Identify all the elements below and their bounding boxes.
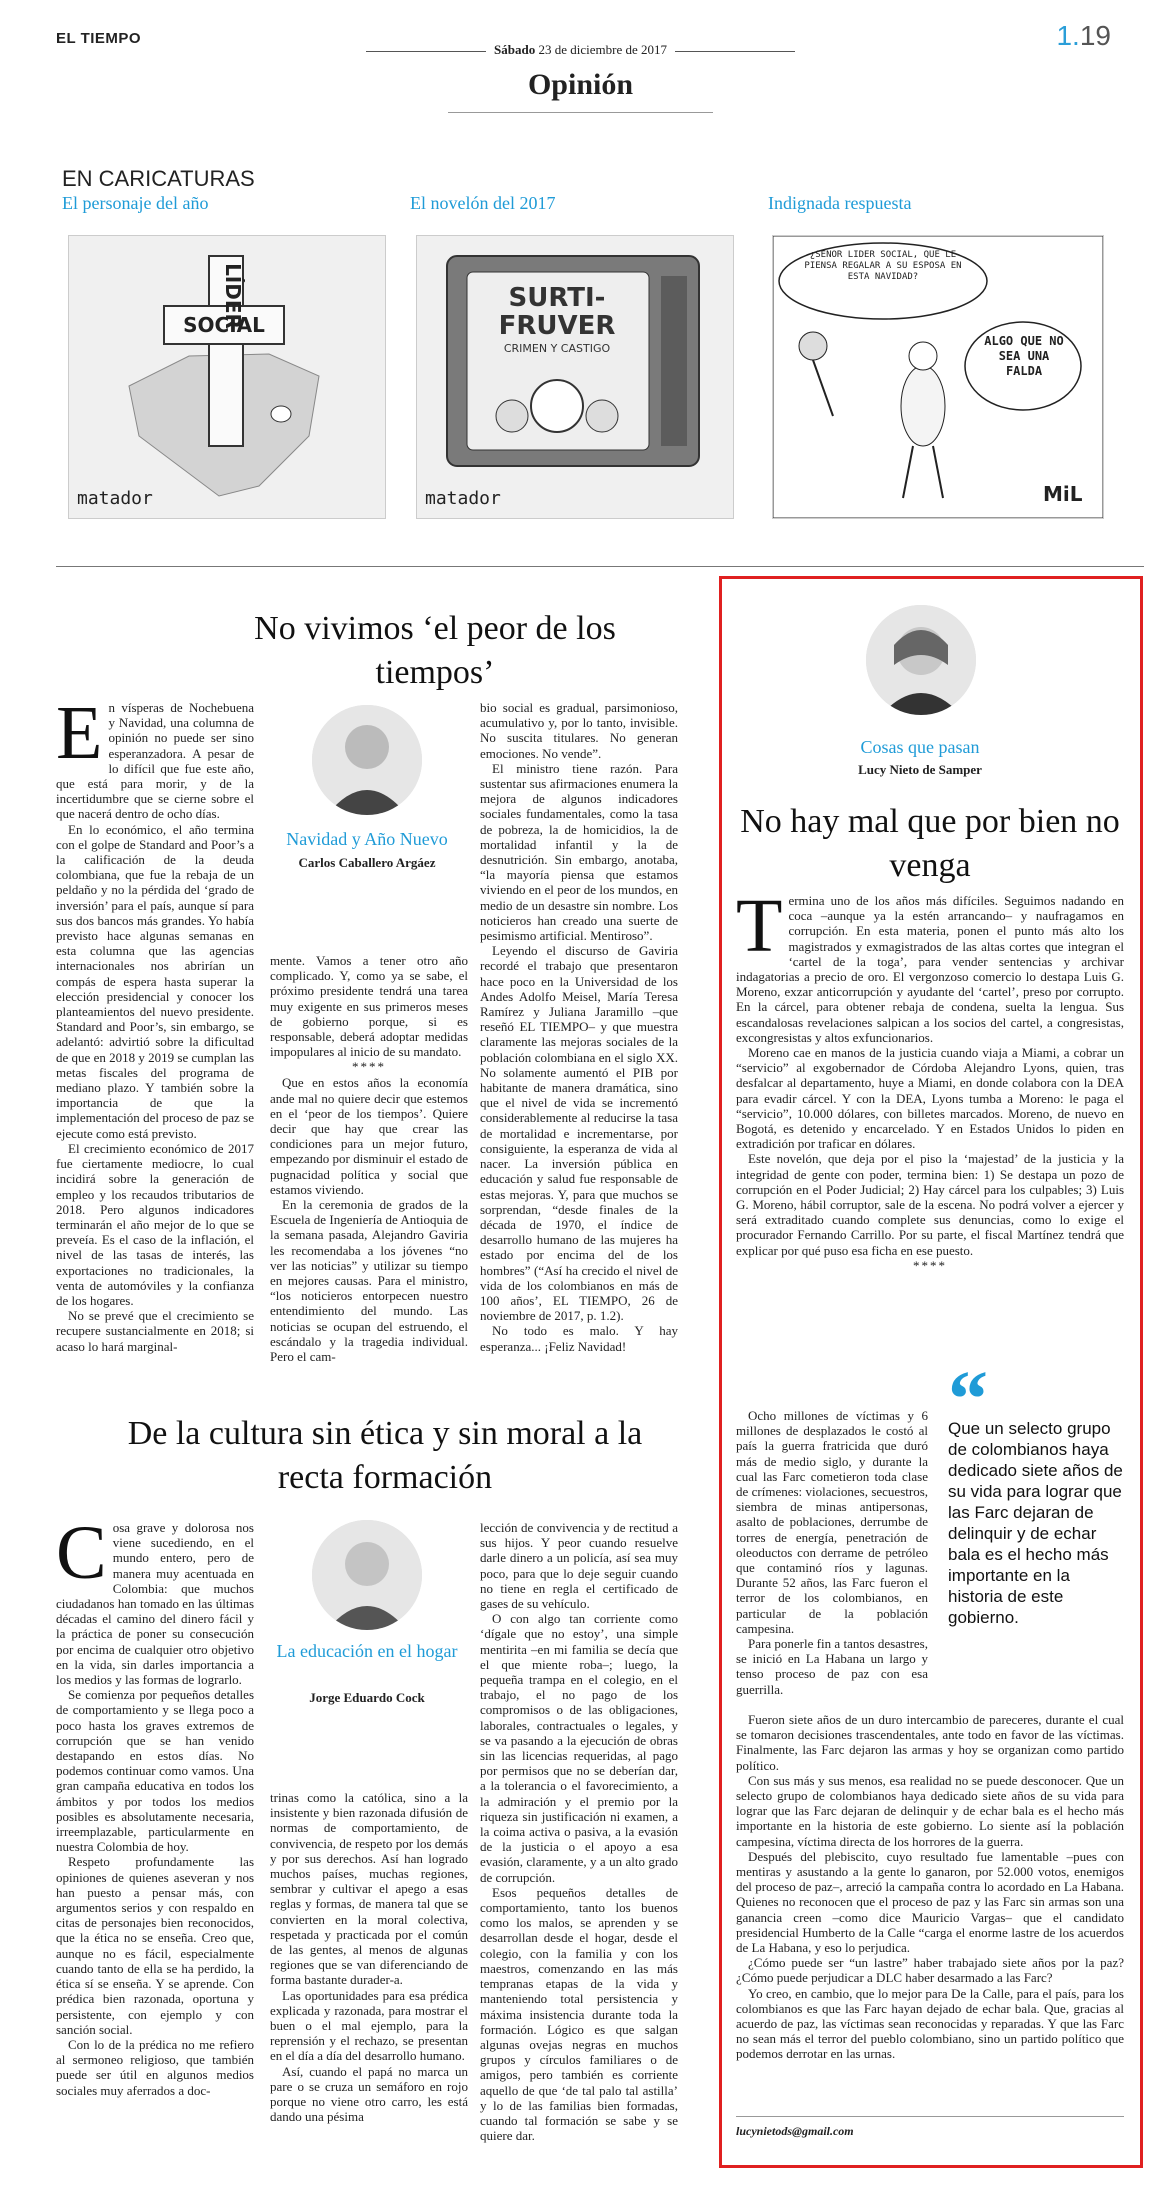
article-3-paragraph: Este novelón, que deja por el piso la ‘majestad’ de la justicia y la integridad de gente con poder, termina bien: 1) Se destapa un pozo de corrupción en el Poder Judicial; 2) Hay cárcel para los culpables; 3) Luis G. Moreno, hábil corruptor, sale de la escena. No podrá volver a ejercer y será extraditado cuando complete sus denuncias, como lo exige el procurador Fernando Carrillo. Por su parte, el fiscal Martínez tendrá que explicar por qué puso esa ficha en ese puesto. <box>736 1151 1124 1258</box>
cartoon-indignada[interactable] <box>772 235 1104 519</box>
article-1-paragraph: No todo es malo. Y hay esperanza... ¡Feliz Navidad! <box>480 1323 678 1354</box>
article-1-kicker: Navidad y Año Nuevo <box>286 829 448 849</box>
article-1-paragraph: n vísperas de Nochebuena y Navidad, una columna de opinión no puede ser sino esperanzadora. A pesar de lo difícil que fue este año, que está para morir, y de la incertidumbre que se cierne sobre el que nacerá dentro de ocho días. <box>56 700 254 822</box>
article-3-stars: **** <box>913 1257 947 1273</box>
article-1-col-1 <box>56 691 254 1354</box>
cartoon-signature-1: matador <box>77 488 153 509</box>
article-1-title[interactable]: No vivimos ‘el peor de los tiempos’ <box>254 610 616 691</box>
cartoon-sign-text: SOCIAL <box>183 313 265 337</box>
article-2-paragraph: Esos pequeños detalles de comportamiento, tanto los buenos como los malos, se aprenden y se desarrollan desde el hogar, desde el colegio, con la familia y con los maestros, comenzando en las más tempranas etapas de la vida y manteniendo total persistencia y máxima insistencia durante toda la formación. Lógico es que salgan algunas ovejas negras en muchos grupos y círculos familiares o de amigos, pero también es corriente aquello de que ‘de tal palo tal astilla’ y lo de las familias bien formadas, cuando tal formación se sabe y se quiere dar. <box>480 1884 678 2144</box>
article-1-dropcap: E <box>56 691 103 775</box>
tv-subtitle: CRIMEN Y CASTIGO <box>503 342 611 355</box>
cartoons-heading: EN CARICATURAS <box>62 166 255 191</box>
article-3-paragraph: Para ponerle fin a tantos desastres, se inició en La Habana un largo y tenso proceso de paz con esa guerrilla. <box>736 1636 928 1697</box>
article-2-byline: Jorge Eduardo Cock <box>309 1690 425 1705</box>
article-3-paragraph: Con sus más y sus menos, esa realidad no se puede desconocer. Que un selecto grupo de colombianos haya dedicado siete años de su vida para lograr que las Farc dejaran de delinquir y de echar bala es el hecho más importante en la historia de este gobierno. Lo siente así la población campesina, víctima directa de los horrores de la guerra. <box>736 1772 1124 1849</box>
cartoon-title-1: El personaje del año <box>62 193 209 213</box>
article-3-body-bottom <box>736 1712 1124 2062</box>
article-3-title[interactable]: No hay mal que por bien no venga <box>740 803 1120 884</box>
article-2-dropcap: C <box>56 1511 107 1595</box>
cartoon-bubble-1: ¿SEÑOR LÍDER SOCIAL, QUE LE PIENSA REGALAR A SU ESPOSA EN ESTA NAVIDAD? <box>804 250 962 282</box>
cartoons-divider <box>56 566 1144 567</box>
article-2-col-1 <box>56 1511 254 2098</box>
article-3-dropcap: T <box>736 884 783 968</box>
article-1-paragraph: mente. Vamos a tener otro año complicado. Y, como ya se sabe, el próximo presidente tendrá una tarea muy exigente en sus primeros meses de gobierno porque, si es responsable, deberá adoptar medidas impopulares al inicio de su mandato. <box>270 953 468 1060</box>
date-rest: 23 de diciembre de 2017 <box>538 42 667 57</box>
author-portrait-icon <box>866 605 976 715</box>
article-3-paragraph: Yo creo, en cambio, que lo mejor para De la Calle, para el país, para los colombianos es que las Farc hayan dejado de echar bala. Que, gracias al acuerdo de paz, las víctimas sean reconocidas y reparadas. Y que las Farc no sean más el terror del pueblo colombiano, sino un partido político que podemos derrotar en las urnas. <box>736 1985 1124 2062</box>
article-2-paragraph: O con algo tan corriente como ‘dígale que no estoy’, una simple mentirita –en mi familia se decía que el que miente roba–; luego, la pequeña trampa en el colegio, en el trabajo, el no pago de los compromisos o de las obligaciones, laborales, contractuales o legales, y se va pasando a la ejecución de obras sin las licencias requeridas, al pago por permisos que no se deberían dar, a la tolerancia o el favorecimiento, a la admiración y el premio por la riqueza sin justificación ni examen, a la coima activa o pasiva, a la evasión de la justicia o el apoyo a esa evasión, claramente, y a un alto grado de corrupción. <box>480 1611 678 1885</box>
section-title: Opinión <box>527 68 634 101</box>
cartoon-bubble-2: ALGO QUE NO SEA UNA FALDA <box>984 334 1064 378</box>
quote-icon: “ <box>948 1356 988 1444</box>
article-2-kicker: La educación en el hogar <box>276 1641 458 1661</box>
cartoon-indignada-drawing <box>773 236 1103 518</box>
article-2-paragraph: Se comienza por pequeños detalles de comportamiento y se llega poco a poco hasta los graves extremos de corrupción que se han venido destapando en estos días. No podemos continuar como vamos. Una gran campaña educativa en todos los ámbitos y por todos los medios posibles es absolutamente necesaria, irreemplazable, particularmente en nuestra Colombia de hoy. <box>56 1687 254 1855</box>
article-2-paragraph: osa grave y dolorosa nos viene sucediendo, en el mundo entero, pero de manera muy acentuada en Colombia: que muchos ciudadanos han tomado en las últimas décadas el camino del dinero fácil y la práctica de poner su consecución por encima de cualquier otro objetivo en la vida, sin darles importancia a los medios y las formas de lograrlo. <box>56 1520 254 1688</box>
article-3-kicker: Cosas que pasan <box>860 737 980 757</box>
tv-text-2: FRUVER <box>498 311 616 341</box>
article-2-paragraph: Así, cuando el papá no marca un pare o se cruza un semáforo en rojo porque no viene otro carro, les está dando una pésima <box>270 2063 468 2125</box>
cartoon-title-2: El novelón del 2017 <box>410 193 556 213</box>
article-1-paragraph: Que en estos años la economía ande mal no quiere decir que estemos en el ‘peor de los tiempos’. Quiere decir que hay que crear las condiciones para un mejor futuro, empezando por disminuir el estado de pugnacidad política y social que estamos viviendo. <box>270 1075 468 1197</box>
masthead[interactable]: EL TIEMPO <box>56 30 142 47</box>
cartoon-personaje[interactable] <box>68 235 386 519</box>
article-3-body-top <box>736 884 1124 1274</box>
page-number-prefix: 1. <box>1056 20 1080 51</box>
author-email-link[interactable]: lucynietods@gmail.com <box>736 2124 854 2138</box>
article-1-stars: **** <box>352 1059 386 1075</box>
author-portrait-icon <box>312 705 422 815</box>
tv-text-1: SURTI- <box>508 283 606 313</box>
article-1-paragraph: En lo económico, el año termina con el golpe de Standard and Poor’s a la calificación de la deuda colombiana, que fue la rebaja de un peldaño y no la pérdida del ‘grado de inversión’ para el país, aunque sí para sus dos bancos más grandes. Yo había previsto hace algunas semanas en esta columna que las agencias internacionales nos abrirían un compás de espera hasta superar la elección presidencial y conocer los planteamientos del nuevo presidente. Standard and Poor’s, sin embargo, se adelantó: advirtió sobre la dificultad de que en 2018 y 2019 se cumplan las metas fiscales del programa de mediano plazo. Y también sobre la importancia de que la implementación del proceso de paz se ejecute como está previsto. <box>56 821 254 1141</box>
article-1-col-2 <box>270 953 468 1364</box>
author-photo-nieto <box>866 605 976 715</box>
author-photo-cock <box>312 1520 422 1630</box>
cartoon-personaje-drawing <box>69 236 385 518</box>
article-3-paragraph: Después del plebiscito, cuyo resultado fue lamentable –pues con mentiras y asustando a la gente lo ganaron, por 52.000 votos, enemigos del proceso de paz–, arreció la campaña contra lo acordado en La Habana. Quienes no reconocen que el proceso de paz y las Farc sin armas son una ganancia creen –como dice Mauricio Vargas– que el candidato presidencial Humberto de la Calle “carga el enorme lastre de los acuerdos de La Habana, y eso lo perjudica. <box>736 1848 1124 1956</box>
email-divider <box>736 2116 1124 2117</box>
issue-date <box>0 42 1161 58</box>
date-day: Sábado <box>494 42 536 57</box>
article-3-paragraph: Fueron siete años de un duro intercambio de pareceres, durante el cual se tomaron decisiones trascendentales, ante todo en favor de las víctimas. Finalmente, las Farc dejaron las armas y hoy se organizan como partido político. <box>736 1712 1124 1773</box>
article-2-col-2 <box>270 1790 468 2124</box>
article-1-col-3 <box>480 700 678 1354</box>
cartoon-title-3: Indignada respuesta <box>768 193 912 213</box>
article-1-paragraph: Leyendo el discurso de Gaviria recordé el trabajo que presentaron hace poco en la Universidad de los Andes Adolfo Meisel, María Teresa Ramírez y Juliana Jaramillo –que reseñó EL TIEMPO– y que muestra claramente las mejoras sociales de la población colombiana en el siglo XX. No solamente aumentó el PIB por habitante de manera dramática, sino que el nivel de vida se incrementó considerablemente al reducirse la tasa de mortalidad e incrementarse, por consiguiente, la esperanza de vida al nacer. La inversión pública en educación y salud fue responsable de estas mejoras. Y, para que muchos se sorprendan, “desde finales de la década de 1970, el índice de desarrollo humano de las mujeres ha estado por encima del de los hombres” (“Así ha crecido el nivel de vida de los colombianos en más de 100 años’, EL TIEMPO, 26 de noviembre de 2017, p. 1.2). <box>480 943 678 1324</box>
article-1-paragraph: No se prevé que el crecimiento se recupere sustancialmente en 2018; si acaso lo hará marginal- <box>56 1308 254 1354</box>
article-1-paragraph: bio social es gradual, parsimonioso, acumulativo y, por lo tanto, invisible. No suscita titulares. No generan emociones. No vende”. <box>480 700 678 761</box>
article-1-byline: Carlos Caballero Argáez <box>298 855 436 870</box>
author-photo-caballero <box>312 705 422 815</box>
article-3-paragraph: Ocho millones de víctimas y 6 millones de desplazados le costó al país la guerra fratricida que duró más de medio siglo, y durante la cual las Farc cometieron toda clase de crímenes: violaciones, secuestros, siembra de minas antipersonas, asalto de poblaciones, derrumbe de torres de energía, penetración de oleoductos con derrame de petróleo que contaminó ríos y lagunas. Durante 52 años, las Farc fueron el terror de los colombianos, en particular de la población campesina. <box>736 1408 928 1636</box>
article-1-paragraph: En la ceremonia de grados de la Escuela de Ingeniería de Antioquia de la semana pasada, Alejandro Gaviria les recomendaba a los jóvenes “no ver las noticias” y utilizar su tiempo en mejores causas. Para el ministro, “los noticieros entorpecen nuestro entendimiento del mundo. Las noticias se ocupan del estruendo, el escándalo y la tragedia individual. Pero el cam- <box>270 1197 468 1365</box>
article-3-body-narrow <box>736 1408 928 1697</box>
section-rule <box>448 112 713 113</box>
article-2-title[interactable]: De la cultura sin ética y sin moral a la recta formación <box>127 1415 643 1496</box>
page-number <box>1056 20 1111 52</box>
article-1-paragraph: El crecimiento económico de 2017 fue ciertamente mediocre, lo cual incidirá sobre la generación de empleo y los recaudos tributarios de 2018. Pero algunos indicadores terminarán el año mejor de lo que se preveía. Es el caso de la inflación, el nivel de las tasas de interés, las exportaciones no tradicionales, la venta de automóviles y la confianza de los hogares. <box>56 1140 254 1308</box>
article-1-paragraph: El ministro tiene razón. Para sustentar sus afirmaciones enumera la mejora de algunos indicadores sociales fundamentales, como la tasa de pobreza, la de homicidios, la de mortalidad infantil y la de desnutrición. Sin embargo, anotaba, “la mayoría piensa que estamos viviendo en el peor de los mundos, en medio de un desastre sin nombre. Los noticieros han creado una suerte de pesimismo artificial. Mentiroso”. <box>480 760 678 944</box>
article-3-paragraph: ermina uno de los años más difíciles. Seguimos nadando en coca –aunque ya la estén arrancando– y naufragamos en corrupción. En esta materia, ponen el punto más alto los magistrados y exmagistrados de las altas cortes que integran el ‘cartel de la toga’, para vender sentencias y archivar indagatorias a precio de oro. El vergonzoso comercio lo destapa Luis G. Moreno, exzar anticorrupción y ayudante del ‘cartel’, preso por corrupto. En la cárcel, para obtener rebaja de condena, suelta la lengua. Sus escandalosas revelaciones salpican a los socios del cartel, a congresistas, excongresistas y altos exfuncionarios. <box>736 893 1124 1045</box>
article-3-paragraph: Moreno cae en manos de la justicia cuando viaja a Miami, a cobrar un “servicio” al exgobernador de Córdoba Alejandro Lyons, quien, tras desfalcar al departamento, huye a Miami, en donde colabora con la DEA para evadir cárcel. Y con la DEA, Lyons tumba a Moreno: le paga el “servicio”, 10.000 dólares, con billetes marcados. Moreno, de nuevo en Bogotá, es detenido y encarcelado. Y en Estados Unidos lo piden en extradición por traficar en dólares. <box>736 1045 1124 1152</box>
author-portrait-icon <box>312 1520 422 1630</box>
cartoon-signature-2: matador <box>425 488 501 509</box>
article-2-paragraph: trinas como la católica, sino a la insistente y bien razonada difusión de normas de comportamiento, de convivencia, de respeto por los demás y por sus derechos. Así han logrado muchos países, muchas regiones, sembrar y cultivar el apego a esas reglas y formas, de manera tal que se convierten en la moral colectiva, respetada y practicada por el común de las gentes, al menos de algunas regiones que se van diferenciando de forma bastante durader-a. <box>270 1790 468 1988</box>
article-2-col-3 <box>480 1520 678 2143</box>
article-2-paragraph: Con lo de la prédica no me refiero al sermoneo religioso, que también puede ser útil en algunos medios sociales muy aferrados a doc- <box>56 2036 254 2098</box>
article-3-byline: Lucy Nieto de Samper <box>858 762 982 777</box>
cartoon-novelon-drawing <box>417 236 733 518</box>
article-2-paragraph: Respeto profundamente las opiniones de quienes aseveran y nos han puesto a pensar más, con argumentos serios y con respaldo en citas de personajes bien reconocidos, que la ética no se enseña. Creo que, aunque no es fácil, especialmente cuando tanto de ella se ha perdido, la ética sí se enseña. Y se aprende. Con prédica bien razonada, oportuna y persistente, con ejemplo y con sanción social. <box>56 1854 254 2037</box>
article-2-paragraph: Las oportunidades para esa prédica explicada y razonada, para mostrar el buen o el mal ejemplo, para la reprensión y el rechazo, se presentan en el día a día del desarrollo humano. <box>270 1987 468 2064</box>
article-2-paragraph: lección de convivencia y de rectitud a sus hijos. Y peor cuando resuelve darle dinero a un policía, así sea muy poco, para que lo deje seguir cuando no tiene en regla el certificado de gases de su vehículo. <box>480 1520 678 1612</box>
cartoon-novelon[interactable] <box>416 235 734 519</box>
cartoon-signature-3: MiL <box>1043 482 1083 506</box>
article-3-pullquote: Que un selecto grupo de colombianos haya dedicado siete años de su vida para lograr que las Farc dejaran de delinquir y de echar bala es el hecho más importante en la historia de este gobierno. <box>948 1419 1123 1627</box>
cartoon-cross-text: LÍDER <box>221 263 245 329</box>
article-3-paragraph: ¿Cómo puede ser “un lastre” haber trabajado siete años por la paz? ¿Cómo puede perjudicar a DLC haber desarmado a las Farc? <box>736 1955 1124 1986</box>
page-number-suffix: 19 <box>1079 20 1111 51</box>
